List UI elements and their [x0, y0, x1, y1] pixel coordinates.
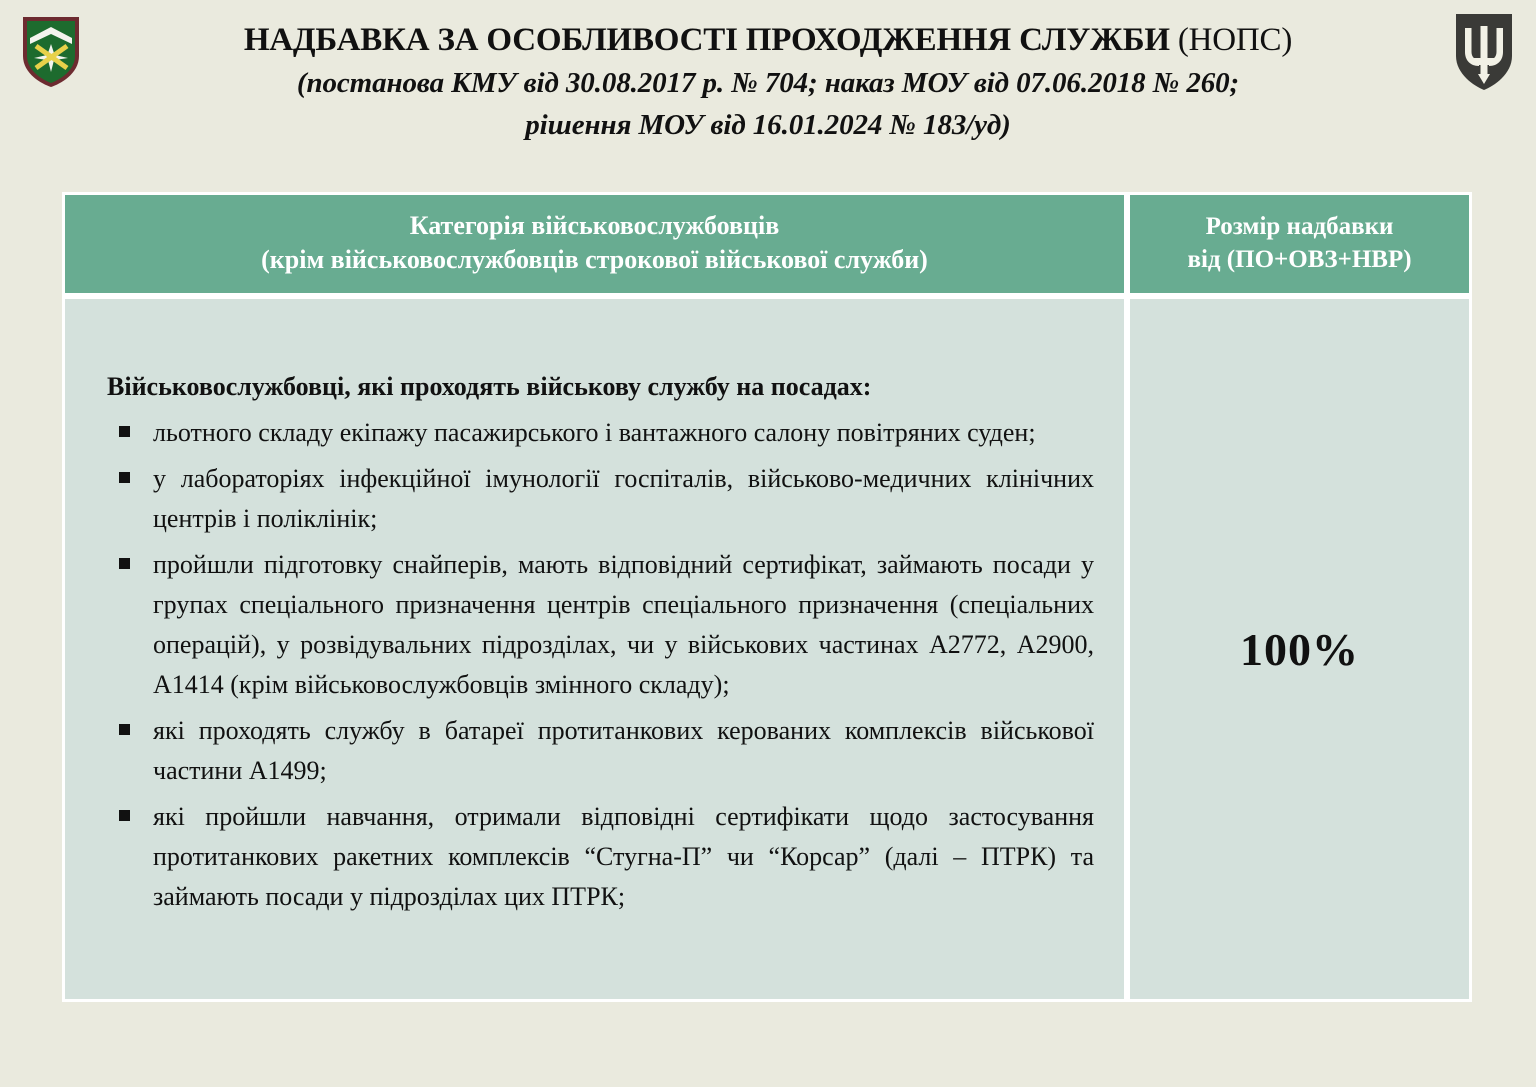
category-lead-text: Військовослужбовці, які проходять військову службу на посадах:: [107, 372, 872, 401]
list-item: [107, 545, 1094, 705]
list-item: [107, 459, 1094, 539]
list-item: [107, 413, 1094, 453]
column-header-category-line-1: Категорія військовослужбовців: [409, 211, 780, 240]
title-block: [150, 18, 1386, 146]
list-item: [107, 797, 1094, 917]
table-row: [62, 296, 1472, 1002]
table-header-row: [62, 192, 1472, 296]
square-bullet-icon: [119, 472, 130, 483]
legal-reference-line-1: (постанова КМУ від 30.08.2017 р. № 704; наказ МОУ від 07.06.2018 № 260;: [296, 67, 1240, 99]
legal-reference-line-2: рішення МОУ від 16.01.2024 № 183/уд): [525, 109, 1011, 141]
allowance-rate-table: [62, 192, 1472, 1002]
column-header-amount-line-2: від (ПО+ОВЗ+НВР): [1187, 246, 1412, 273]
column-header-category-line-2: (крім військовослужбовців строкової військової служби): [261, 245, 928, 274]
square-bullet-icon: [119, 724, 130, 735]
list-item-text: які пройшли навчання, отримали відповідні сертифікати щодо застосування протитанкових ракетних комплексів “Стугна-П” чи “Корсар” (далі – ПТРК) та займають посади у підрозділах цих ПТРК;: [153, 802, 1094, 911]
list-item-text: пройшли підготовку снайперів, мають відповідний сертифікат, займають посади у групах спеціального призначення центрів спеціального призначення (спеціальних операцій), у розвідувальних підрозділах, чи у військових частинах А2772, А2900, А1414 (крім військовослужбовців змінного складу);: [153, 550, 1094, 699]
column-header-category: [62, 192, 1127, 296]
list-item-text: льотного складу екіпажу пасажирського і вантажного салону повітряних суден;: [153, 418, 1036, 447]
page-title-abbreviation: (НОПС): [1169, 22, 1293, 58]
ukraine-tryzub-shield-icon: [1454, 12, 1514, 92]
list-item-text: які проходять службу в батареї протитанкових керованих комплексів військової частини А1499;: [153, 716, 1094, 785]
square-bullet-icon: [119, 426, 130, 437]
category-cell: [62, 296, 1127, 1002]
list-item: [107, 711, 1094, 791]
page-title-main: НАДБАВКА ЗА ОСОБЛИВОСТІ ПРОХОДЖЕННЯ СЛУЖБИ: [243, 22, 1170, 58]
amount-cell: 100%: [1127, 296, 1472, 1002]
category-bullet-list: [107, 413, 1094, 917]
square-bullet-icon: [119, 558, 130, 569]
list-item-text: у лабораторіях інфекційної імунології госпіталів, військово-медичних клінічних центрів і поліклінік;: [153, 464, 1094, 533]
unit-shield-emblem: [20, 14, 82, 90]
column-header-amount: [1127, 192, 1472, 296]
page-header: [0, 0, 1536, 182]
square-bullet-icon: [119, 810, 130, 821]
page-title: [150, 18, 1386, 62]
column-header-amount-line-1: Розмір надбавки: [1205, 213, 1394, 240]
